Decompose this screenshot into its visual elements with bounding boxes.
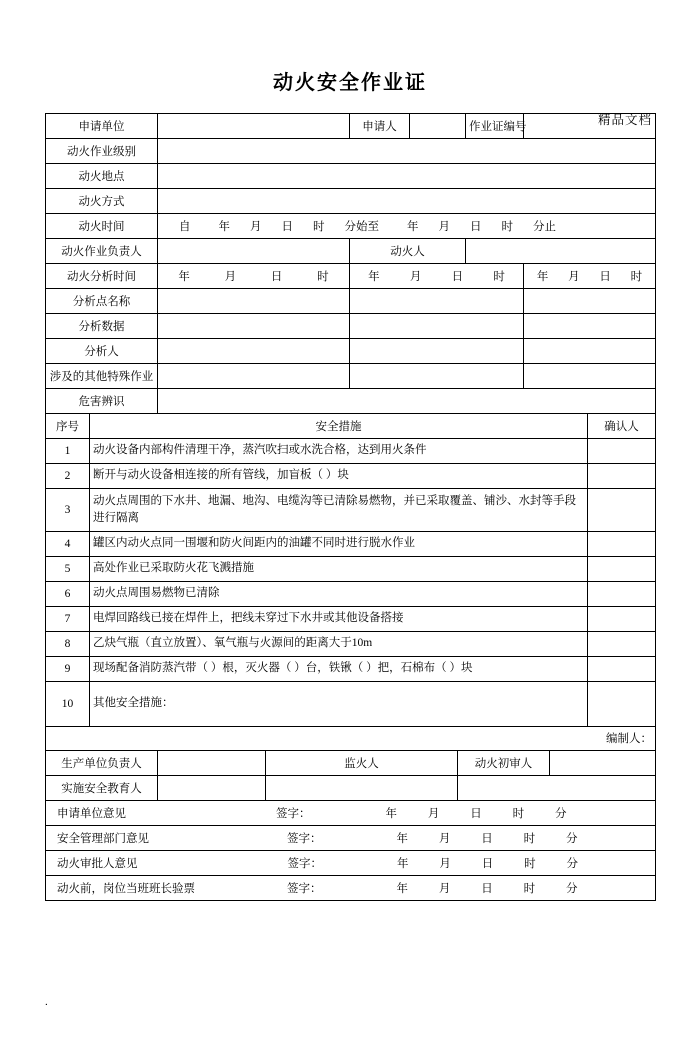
analysis-time-hour-1: 时	[317, 271, 329, 283]
analysis-time-year-3: 年	[536, 271, 549, 283]
analyst-label: 分析人	[46, 339, 158, 364]
table-row	[46, 682, 656, 727]
signature-label: 签字：	[287, 833, 322, 845]
measure-no: 8	[46, 632, 90, 657]
first-reviewer-label: 动火初审人	[458, 751, 550, 776]
fire-time-minute-end: 分止	[533, 221, 556, 233]
table-row	[46, 851, 656, 876]
safety-education-label: 实施安全教育人	[46, 776, 158, 801]
signers-table	[45, 750, 656, 801]
date-fields	[397, 880, 578, 896]
date-day: 日	[470, 808, 482, 820]
date-minute: 分	[566, 883, 578, 895]
analysis-point-value-1[interactable]	[158, 289, 350, 314]
other-special-work-value-2[interactable]	[350, 364, 524, 389]
date-day: 日	[481, 833, 493, 845]
table-row	[46, 582, 656, 607]
analysis-time-hour-2: 时	[493, 271, 505, 283]
signature-label: 签字：	[276, 808, 311, 820]
date-month: 月	[438, 833, 451, 845]
fire-time-from: 自	[179, 221, 191, 233]
fire-time-hour: 时	[313, 221, 325, 233]
table-row	[46, 439, 656, 464]
table-row	[46, 751, 656, 776]
measure-text: 动火设备内部构件清理干净，蒸汽吹扫或水洗合格，达到用火条件	[90, 439, 588, 464]
date-day: 日	[481, 883, 493, 895]
footer-mark: .	[45, 996, 48, 1008]
measure-no: 3	[46, 489, 90, 532]
analysis-time-day-1: 日	[270, 271, 283, 283]
date-minute: 分	[566, 833, 578, 845]
analysis-data-value-1[interactable]	[158, 314, 350, 339]
signature-label: 签字：	[287, 858, 322, 870]
first-reviewer-value[interactable]	[550, 751, 656, 776]
editor-row-table	[45, 726, 656, 751]
apply-unit-value[interactable]	[158, 114, 350, 139]
document-page	[0, 66, 700, 1056]
analysis-time-hour-3: 时	[630, 271, 643, 283]
table-row	[46, 189, 656, 214]
fire-operator-label: 动火人	[350, 239, 466, 264]
measure-confirm-value[interactable]	[588, 657, 656, 682]
table-row	[46, 776, 656, 801]
measure-confirm-value[interactable]	[588, 439, 656, 464]
table-row	[46, 364, 656, 389]
fire-time-minute-to: 分始至	[344, 221, 379, 233]
fire-place-value[interactable]	[158, 164, 656, 189]
date-minute: 分	[566, 858, 578, 870]
analyst-value-1[interactable]	[158, 339, 350, 364]
table-row	[46, 826, 656, 851]
analysis-time-value-1[interactable]	[158, 264, 350, 289]
fire-permit-form	[45, 113, 656, 414]
fire-time-month: 月	[250, 221, 262, 233]
fire-time-fields	[161, 218, 652, 234]
opinion-label: 动火审批人意见	[57, 858, 138, 870]
table-row	[46, 657, 656, 682]
analysis-time-year-1: 年	[178, 271, 190, 283]
fire-time-hour2: 时	[501, 221, 513, 233]
measure-no: 7	[46, 607, 90, 632]
measure-text: 电焊回路线已接在焊件上，把线未穿过下水井或其他设备搭接	[90, 607, 588, 632]
opinion-cell-shift-leader[interactable]	[46, 876, 656, 901]
measure-confirm-value[interactable]	[588, 489, 656, 532]
table-row	[46, 139, 656, 164]
analysis-point-value-3[interactable]	[524, 289, 656, 314]
opinion-cell-applicant[interactable]	[46, 801, 656, 826]
measure-confirm-value[interactable]	[588, 632, 656, 657]
fire-time-year: 年	[218, 221, 230, 233]
measure-confirm-value[interactable]	[588, 557, 656, 582]
fire-operator-value[interactable]	[466, 239, 656, 264]
date-day: 日	[481, 858, 494, 870]
date-hour: 时	[512, 808, 525, 820]
measure-confirm-value[interactable]	[588, 682, 656, 727]
analysis-data-value-2[interactable]	[350, 314, 524, 339]
analysis-time-value-2[interactable]	[350, 264, 524, 289]
date-month: 月	[439, 858, 451, 870]
applicant-value[interactable]	[410, 114, 466, 139]
measure-text: 动火点周围易燃物已清除	[90, 582, 588, 607]
measure-text: 断开与动火设备相连接的所有管线，加盲板（ ）块	[90, 464, 588, 489]
measure-no: 6	[46, 582, 90, 607]
measure-text: 乙炔气瓶（直立放置）、氧气瓶与火源间的距离大于10m	[90, 632, 588, 657]
table-row	[46, 289, 656, 314]
date-minute: 分	[555, 808, 567, 820]
measure-no: 1	[46, 439, 90, 464]
table-row	[46, 607, 656, 632]
page-title: 动火安全作业证	[273, 72, 427, 94]
fire-leader-value[interactable]	[158, 239, 350, 264]
opinion-cell-approver[interactable]	[46, 851, 656, 876]
applicant-label: 申请人	[350, 114, 410, 139]
table-header-row	[46, 414, 656, 439]
measure-text: 高处作业已采取防火花飞溅措施	[90, 557, 588, 582]
measure-no: 4	[46, 532, 90, 557]
table-row	[46, 214, 656, 239]
measure-no: 5	[46, 557, 90, 582]
analysis-time-label: 动火分析时间	[46, 264, 158, 289]
analysis-time-day-2: 日	[451, 271, 464, 283]
prod-leader-label: 生产单位负责人	[46, 751, 158, 776]
cert-no-label: 作业证编号	[466, 114, 524, 139]
analysis-data-label: 分析数据	[46, 314, 158, 339]
fire-time-month2: 月	[438, 221, 450, 233]
measure-no: 9	[46, 657, 90, 682]
analyst-value-3[interactable]	[524, 339, 656, 364]
date-hour: 时	[524, 858, 536, 870]
measure-text[interactable]: 其他安全措施：	[90, 682, 588, 727]
opinions-table	[45, 800, 656, 901]
date-year: 年	[396, 883, 408, 895]
date-year: 年	[397, 858, 409, 870]
measure-confirm-value[interactable]	[588, 464, 656, 489]
analysis-time-value-3[interactable]	[524, 264, 656, 289]
table-row	[46, 339, 656, 364]
measure-confirm-value[interactable]	[588, 532, 656, 557]
analysis-time-month-1: 月	[224, 271, 237, 283]
analyst-value-2[interactable]	[350, 339, 524, 364]
other-special-work-value-3[interactable]	[524, 364, 656, 389]
opinion-cell-safety-dept[interactable]	[46, 826, 656, 851]
safety-measures-table	[45, 413, 656, 727]
hazard-identification-value[interactable]	[158, 389, 656, 414]
date-fields	[397, 830, 578, 846]
table-row	[46, 726, 656, 751]
table-row	[46, 114, 656, 139]
date-year: 年	[396, 833, 408, 845]
analysis-time-month-2: 月	[409, 271, 422, 283]
table-row	[46, 239, 656, 264]
other-special-work-label: 涉及的其他特殊作业	[46, 364, 158, 389]
safety-education-value-2[interactable]	[266, 776, 458, 801]
table-row	[46, 264, 656, 289]
table-row	[46, 801, 656, 826]
measure-text: 动火点周围的下水井、地漏、地沟、电缆沟等已清除易燃物，并已采取覆盖、铺沙、水封等手段进行隔离	[90, 489, 588, 532]
measure-no: 10	[46, 682, 90, 727]
other-special-work-value-1[interactable]	[158, 364, 350, 389]
analysis-data-value-3[interactable]	[524, 314, 656, 339]
fire-time-day: 日	[281, 221, 293, 233]
date-month: 月	[427, 808, 440, 820]
measure-text: 现场配备消防蒸汽带（ ）根，灭火器（ ）台，铁锹（ ）把，石棉布（ ）块	[90, 657, 588, 682]
table-row	[46, 876, 656, 901]
date-fields	[386, 805, 567, 821]
analysis-time-year-2: 年	[368, 271, 380, 283]
date-month: 月	[438, 883, 451, 895]
fire-method-label: 动火方式	[46, 189, 158, 214]
fire-place-label: 动火地点	[46, 164, 158, 189]
safety-education-value-1[interactable]	[158, 776, 266, 801]
fire-time-year2: 年	[407, 221, 419, 233]
fire-level-value[interactable]	[158, 139, 656, 164]
date-hour: 时	[523, 883, 536, 895]
measure-text: 罐区内动火点同一围堰和防火间距内的油罐不同时进行脱水作业	[90, 532, 588, 557]
analysis-point-value-2[interactable]	[350, 289, 524, 314]
hazard-identification-label: 危害辨识	[46, 389, 158, 414]
table-row	[46, 164, 656, 189]
fire-level-label: 动火作业级别	[46, 139, 158, 164]
table-row	[46, 489, 656, 532]
date-hour: 时	[523, 833, 536, 845]
fire-method-value[interactable]	[158, 189, 656, 214]
table-row	[46, 314, 656, 339]
signature-label: 签字：	[287, 883, 322, 895]
fire-time-day2: 日	[470, 221, 482, 233]
fire-watch-label: 监火人	[266, 751, 458, 776]
prod-leader-value[interactable]	[158, 751, 266, 776]
table-row	[46, 532, 656, 557]
fire-time-value[interactable]	[158, 214, 656, 239]
opinion-label: 申请单位意见	[57, 808, 126, 820]
table-row	[46, 557, 656, 582]
fire-leader-label: 动火作业负责人	[46, 239, 158, 264]
analysis-time-day-3: 日	[599, 271, 611, 283]
date-fields	[397, 855, 578, 871]
opinion-label: 安全管理部门意见	[57, 833, 149, 845]
table-row	[46, 464, 656, 489]
measure-confirm-value[interactable]	[588, 607, 656, 632]
measures-no-header: 序号	[46, 414, 90, 439]
analysis-time-month-3: 月	[568, 271, 580, 283]
apply-unit-label: 申请单位	[46, 114, 158, 139]
analysis-point-label: 分析点名称	[46, 289, 158, 314]
fire-time-label: 动火时间	[46, 214, 158, 239]
measure-confirm-value[interactable]	[588, 582, 656, 607]
safety-education-value-3[interactable]	[458, 776, 656, 801]
measures-content-header: 安全措施	[90, 414, 588, 439]
editor-label: 编制人：	[46, 726, 656, 751]
watermark-text: 精品文档	[597, 113, 652, 127]
table-row	[46, 632, 656, 657]
measure-no: 2	[46, 464, 90, 489]
opinion-label: 动火前，岗位当班班长验票	[57, 883, 195, 895]
measures-confirm-header: 确认人	[588, 414, 656, 439]
table-row	[46, 389, 656, 414]
date-year: 年	[385, 808, 397, 820]
